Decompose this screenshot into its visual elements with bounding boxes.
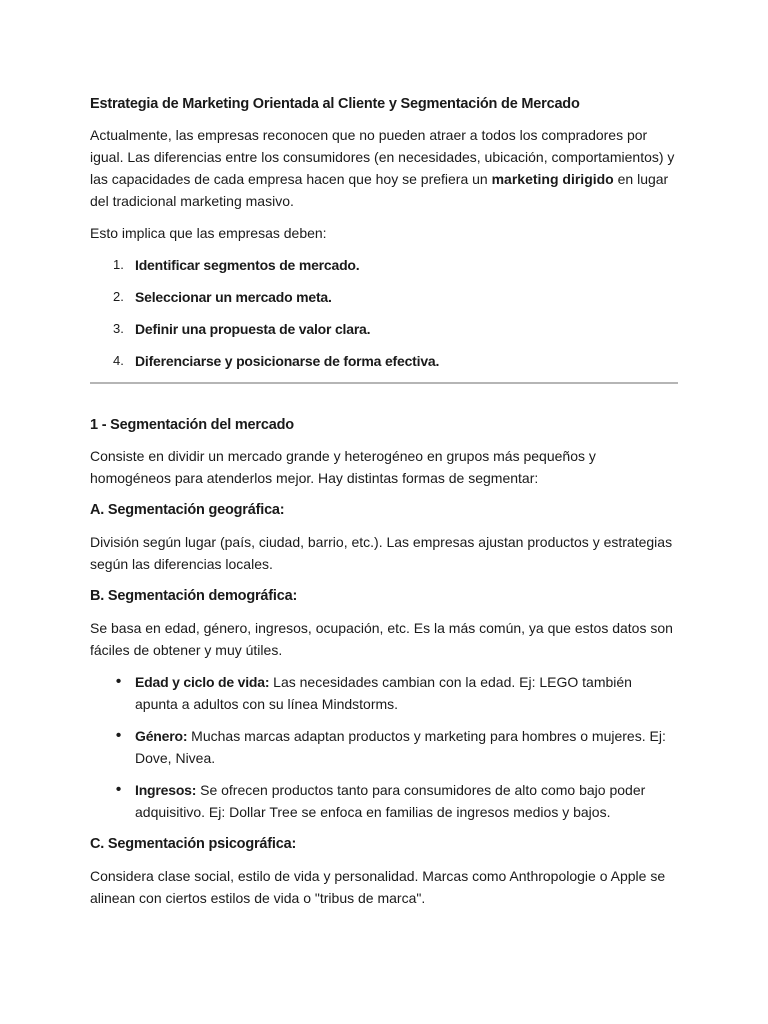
demographic-paragraph: Se basa en edad, género, ingresos, ocupación, etc. Es la más común, ya que estos datos son fáciles de obtener y muy útiles. — [90, 620, 673, 658]
intro-paragraph — [90, 124, 678, 212]
list-item — [90, 350, 678, 372]
horizontal-divider — [90, 382, 678, 384]
intro-text-2: en lugar del tradicional marketing masivo. — [90, 171, 669, 209]
section-paragraph: Consiste en dividir un mercado grande y heterogéneo en grupos más pequeños y homogéneos para atenderlos mejor. Hay distintas formas de segmentar: — [90, 448, 596, 486]
list-number: 1. — [113, 257, 124, 272]
subsection-heading-demographic: B. Segmentación demográfica: — [90, 588, 298, 604]
subsection-heading-psychographic: C. Segmentación psicográfica: — [90, 836, 297, 852]
list-item — [90, 254, 678, 276]
bullet-icon: • — [115, 673, 122, 690]
bullet-item — [90, 671, 678, 715]
bullet-label: Género: — [135, 728, 188, 744]
bullet-text: Se ofrecen productos tanto para consumidores de alto como bajo poder adquisitivo. Ej: Dollar Tree se enfoca en familias de ingresos medios y bajos. — [135, 782, 646, 820]
bullet-item — [90, 725, 678, 769]
subsection-heading-geographic: A. Segmentación geográfica: — [90, 502, 285, 518]
bullet-icon: • — [115, 727, 122, 744]
psychographic-paragraph: Considera clase social, estilo de vida y personalidad. Marcas como Anthropologie o Apple se alinean con ciertos estilos de vida o "tribus de marca". — [90, 868, 666, 906]
geographic-paragraph: División según lugar (país, ciudad, barrio, etc.). Las empresas ajustan productos y estrategias según las diferencias locales. — [90, 534, 673, 572]
demographic-bullet-list — [90, 671, 678, 823]
steps-list — [90, 254, 678, 372]
list-item — [90, 286, 678, 308]
bullet-label: Ingresos: — [135, 782, 197, 798]
intro-highlight: marketing dirigido — [491, 171, 614, 187]
list-item-text: Seleccionar un mercado meta. — [135, 289, 332, 305]
list-item — [90, 318, 678, 340]
section-heading: 1 - Segmentación del mercado — [90, 417, 294, 433]
list-number: 2. — [113, 289, 124, 304]
bullet-text: Las necesidades cambian con la edad. Ej: LEGO también apunta a adultos con su línea Mindstorms. — [135, 674, 632, 712]
list-item-text: Identificar segmentos de mercado. — [135, 257, 360, 273]
list-number: 3. — [113, 321, 124, 336]
list-item-text: Diferenciarse y posicionarse de forma efectiva. — [135, 353, 440, 369]
bullet-text: Muchas marcas adaptan productos y marketing para hombres o mujeres. Ej: Dove, Nivea. — [135, 728, 666, 766]
list-number: 4. — [113, 353, 124, 368]
list-item-text: Definir una propuesta de valor clara. — [135, 321, 371, 337]
document-title: Estrategia de Marketing Orientada al Cliente y Segmentación de Mercado — [90, 96, 580, 112]
bullet-label: Edad y ciclo de vida: — [135, 674, 270, 690]
bullet-icon: • — [115, 781, 122, 798]
intro-text-1: Actualmente, las empresas reconocen que no pueden atraer a todos los compradores por igual. Las diferencias entre los consumidores (en necesidades, ubicación, comportamientos) y las capacidades de cada empresa hacen que hoy se prefiera un — [90, 127, 675, 187]
bullet-item — [90, 779, 678, 823]
steps-intro: Esto implica que las empresas deben: — [90, 225, 327, 241]
